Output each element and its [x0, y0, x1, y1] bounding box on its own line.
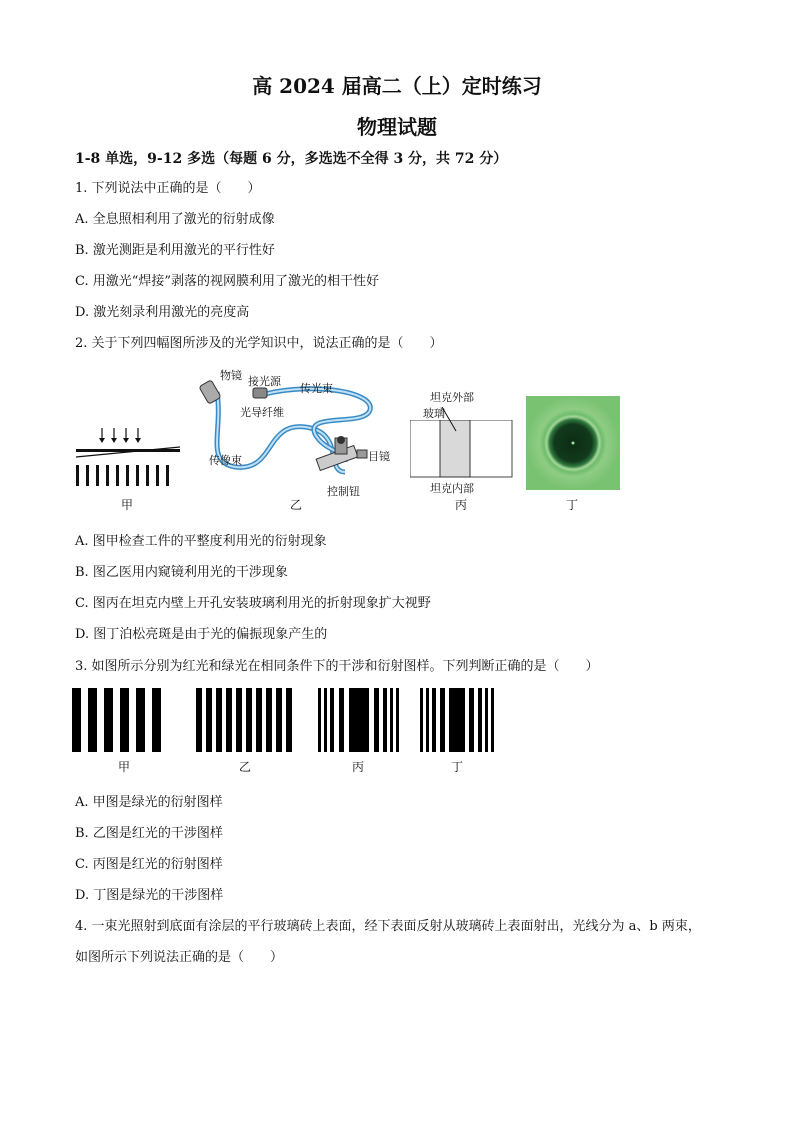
label-light-source: 接光源	[248, 375, 281, 388]
figure-endoscope	[195, 372, 400, 490]
fig2-label-b: 乙	[290, 498, 303, 512]
q2-option-c: C. 图丙在坦克内壁上开孔安装玻璃利用光的折射现象扩大视野	[75, 596, 431, 611]
label-tank-inside: 坦克内部	[430, 482, 474, 495]
q3-option-a: A. 甲图是绿光的衍射图样	[75, 795, 223, 810]
figure-flatness-test	[72, 425, 182, 490]
label-light-bundle: 传光束	[300, 382, 333, 395]
fig2-label-c: 丙	[455, 498, 468, 512]
pattern-yi	[196, 688, 296, 752]
figure-poisson-spot	[526, 396, 620, 490]
q1-option-b: B. 激光测距是利用激光的平行性好	[75, 243, 275, 258]
q1-option-d: D. 激光刻录利用激光的亮度高	[75, 305, 250, 320]
label-control-knob: 控制钮	[327, 485, 360, 498]
q1-option-c: C. 用激光“焊接”剥落的视网膜利用了激光的相干性好	[75, 274, 380, 289]
label-objective-lens: 物镜	[220, 369, 242, 382]
q4-stem-line2: 如图所示下列说法正确的是（ ）	[75, 950, 284, 965]
q2-option-a: A. 图甲检查工件的平整度利用光的衍射现象	[75, 534, 327, 549]
label-eyepiece: 目镜	[368, 450, 390, 463]
q3-stem: 3. 如图所示分别为红光和绿光在相同条件下的干涉和衍射图样。下列判断正确的是（ ）	[75, 659, 599, 674]
q3-option-b: B. 乙图是红光的干涉图样	[75, 826, 223, 841]
pattern-bing	[318, 688, 400, 752]
q1-stem: 1. 下列说法中正确的是（ ）	[75, 181, 261, 196]
q4-stem-line1: 4. 一束光照射到底面有涂层的平行玻璃砖上表面，经下表面反射从玻璃砖上表面射出，光线分为 a、b 两束，	[75, 919, 701, 934]
q3-option-d: D. 丁图是绿光的干涉图样	[75, 888, 224, 903]
label-glass: 玻璃	[423, 407, 445, 420]
fig3-label-c: 丙	[352, 760, 365, 774]
fig3-label-d: 丁	[451, 760, 464, 774]
pattern-jia	[72, 688, 172, 752]
figure-tank-window	[410, 420, 513, 478]
pattern-ding	[420, 688, 495, 752]
fig3-label-b: 乙	[239, 760, 252, 774]
q2-stem: 2. 关于下列四幅图所涉及的光学知识中，说法正确的是（ ）	[75, 336, 443, 351]
exam-title: 高 2024 届高二（上）定时练习	[252, 74, 542, 98]
q2-option-d: D. 图丁泊松亮斑是由于光的偏振现象产生的	[75, 627, 328, 642]
fig2-label-a: 甲	[121, 498, 134, 512]
label-tank-outside: 坦克外部	[430, 391, 474, 404]
fig3-label-a: 甲	[118, 760, 131, 774]
q3-option-c: C. 丙图是红光的衍射图样	[75, 857, 223, 872]
label-optical-fiber: 光导纤维	[240, 406, 284, 419]
q2-option-b: B. 图乙医用内窥镜利用光的干涉现象	[75, 565, 288, 580]
q1-option-a: A. 全息照相利用了激光的衍射成像	[75, 212, 275, 227]
instructions: 1-8 单选，9-12 多选（每题 6 分，多选选不全得 3 分，共 72 分）	[75, 151, 508, 167]
fig2-label-d: 丁	[566, 498, 579, 512]
subject-title: 物理试题	[357, 115, 437, 139]
label-image-bundle: 传像束	[209, 454, 242, 467]
